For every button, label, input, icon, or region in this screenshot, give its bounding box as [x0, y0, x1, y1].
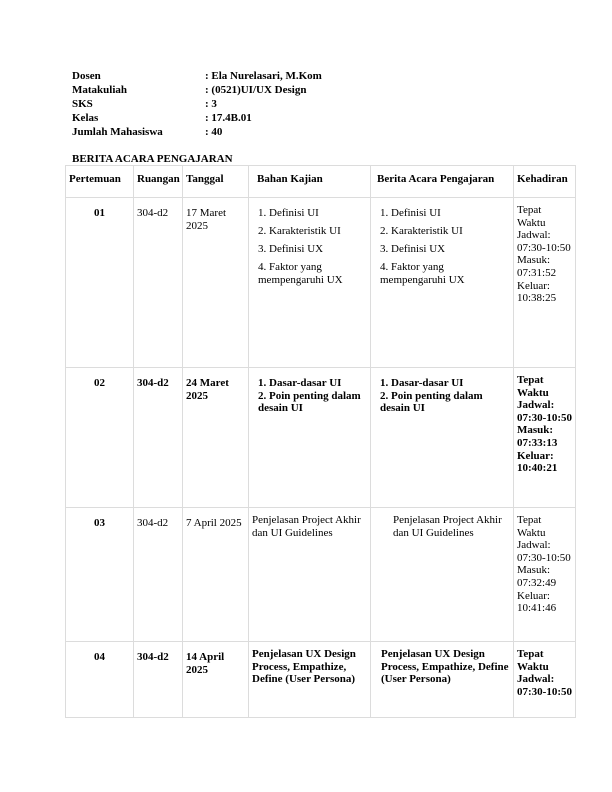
- header-date: Tanggal: [183, 166, 249, 198]
- info-row-class: [72, 111, 322, 125]
- header-materials: Bahan Kajian: [249, 166, 371, 198]
- info-row-course: [72, 83, 322, 97]
- info-value: : (0521)UI/UX Design: [205, 84, 307, 96]
- list-item: 1. Definisi UI: [380, 207, 441, 219]
- room-cell: 304-d2: [134, 642, 183, 718]
- info-label: SKS: [72, 98, 93, 110]
- date-cell: 17 Maret 2025: [183, 198, 249, 368]
- teaching-report-table: [65, 165, 576, 718]
- list-item: 1. Definisi UI: [258, 207, 319, 219]
- attendance-cell: Tepat Waktu Jadwal: 07:30-10:50 Masuk: 07:32:49 Keluar: 10:41:46: [514, 508, 576, 642]
- list-item: 4. Faktor yang mempengaruhi UX: [258, 260, 343, 286]
- report-cell: [371, 198, 514, 368]
- materials-cell: [249, 368, 371, 508]
- info-row-lecturer: [72, 69, 322, 83]
- header-meeting: Pertemuan: [66, 166, 134, 198]
- list-item: 4. Faktor yang mempengaruhi UX: [380, 260, 465, 286]
- section-title: BERITA ACARA PENGAJARAN: [72, 153, 233, 165]
- header-room: Ruangan: [134, 166, 183, 198]
- list-item: 1. Dasar-dasar UI: [258, 377, 342, 389]
- info-value: : Ela Nurelasari, M.Kom: [205, 70, 322, 82]
- meeting-number: 04: [66, 642, 134, 718]
- materials-cell: Penjelasan Project Akhir dan UI Guidelines: [249, 508, 371, 642]
- room-cell: 304-d2: [134, 368, 183, 508]
- info-label: Kelas: [72, 112, 99, 124]
- course-info: [72, 69, 322, 139]
- report-cell: Penjelasan Project Akhir dan UI Guidelines: [371, 508, 514, 642]
- list-item: 2. Karakteristik UI: [258, 224, 341, 237]
- list-item: 3. Definisi UX: [258, 242, 324, 255]
- attendance-cell: Tepat Waktu Jadwal: 07:30-10:50 Masuk: 07:31:52 Keluar: 10:38:25: [514, 198, 576, 368]
- info-label: Dosen: [72, 70, 101, 82]
- list-item: 2. Karakteristik UI: [380, 224, 463, 237]
- date-cell: 7 April 2025: [183, 508, 249, 642]
- report-cell: Penjelasan UX Design Process, Empathize, Define (User Persona): [371, 642, 514, 718]
- room-cell: 304-d2: [134, 198, 183, 368]
- info-value: : 40: [205, 126, 223, 138]
- meeting-number: 01: [66, 198, 134, 368]
- list-item: 2. Poin penting dalam desain UI: [258, 389, 361, 415]
- info-value: : 3: [205, 98, 217, 110]
- header-report: Berita Acara Pengajaran: [371, 166, 514, 198]
- room-cell: 304-d2: [134, 508, 183, 642]
- report-cell: [371, 368, 514, 508]
- header-attendance: Kehadiran: [514, 166, 576, 198]
- list-item: 3. Definisi UX: [380, 242, 446, 255]
- info-row-students: [72, 125, 322, 139]
- table-header-row: [66, 166, 576, 198]
- table-row: [66, 642, 576, 718]
- list-item: 1. Dasar-dasar UI: [380, 377, 464, 389]
- info-value: : 17.4B.01: [205, 112, 252, 124]
- meeting-number: 02: [66, 368, 134, 508]
- attendance-cell: Tepat Waktu Jadwal: 07:30-10:50: [514, 642, 576, 718]
- table-row: [66, 198, 576, 368]
- materials-cell: [249, 198, 371, 368]
- info-label: Jumlah Mahasiswa: [72, 126, 163, 138]
- materials-cell: Penjelasan UX Design Process, Empathize, Define (User Persona): [249, 642, 371, 718]
- date-cell: 24 Maret 2025: [183, 368, 249, 508]
- date-cell: 14 April 2025: [183, 642, 249, 718]
- table-row: [66, 368, 576, 508]
- meeting-number: 03: [66, 508, 134, 642]
- info-label: Matakuliah: [72, 84, 128, 96]
- table-row: [66, 508, 576, 642]
- list-item: 2. Poin penting dalam desain UI: [380, 389, 483, 415]
- attendance-cell: Tepat Waktu Jadwal: 07:30-10:50 Masuk: 07:33:13 Keluar: 10:40:21: [514, 368, 576, 508]
- info-row-credits: [72, 97, 322, 111]
